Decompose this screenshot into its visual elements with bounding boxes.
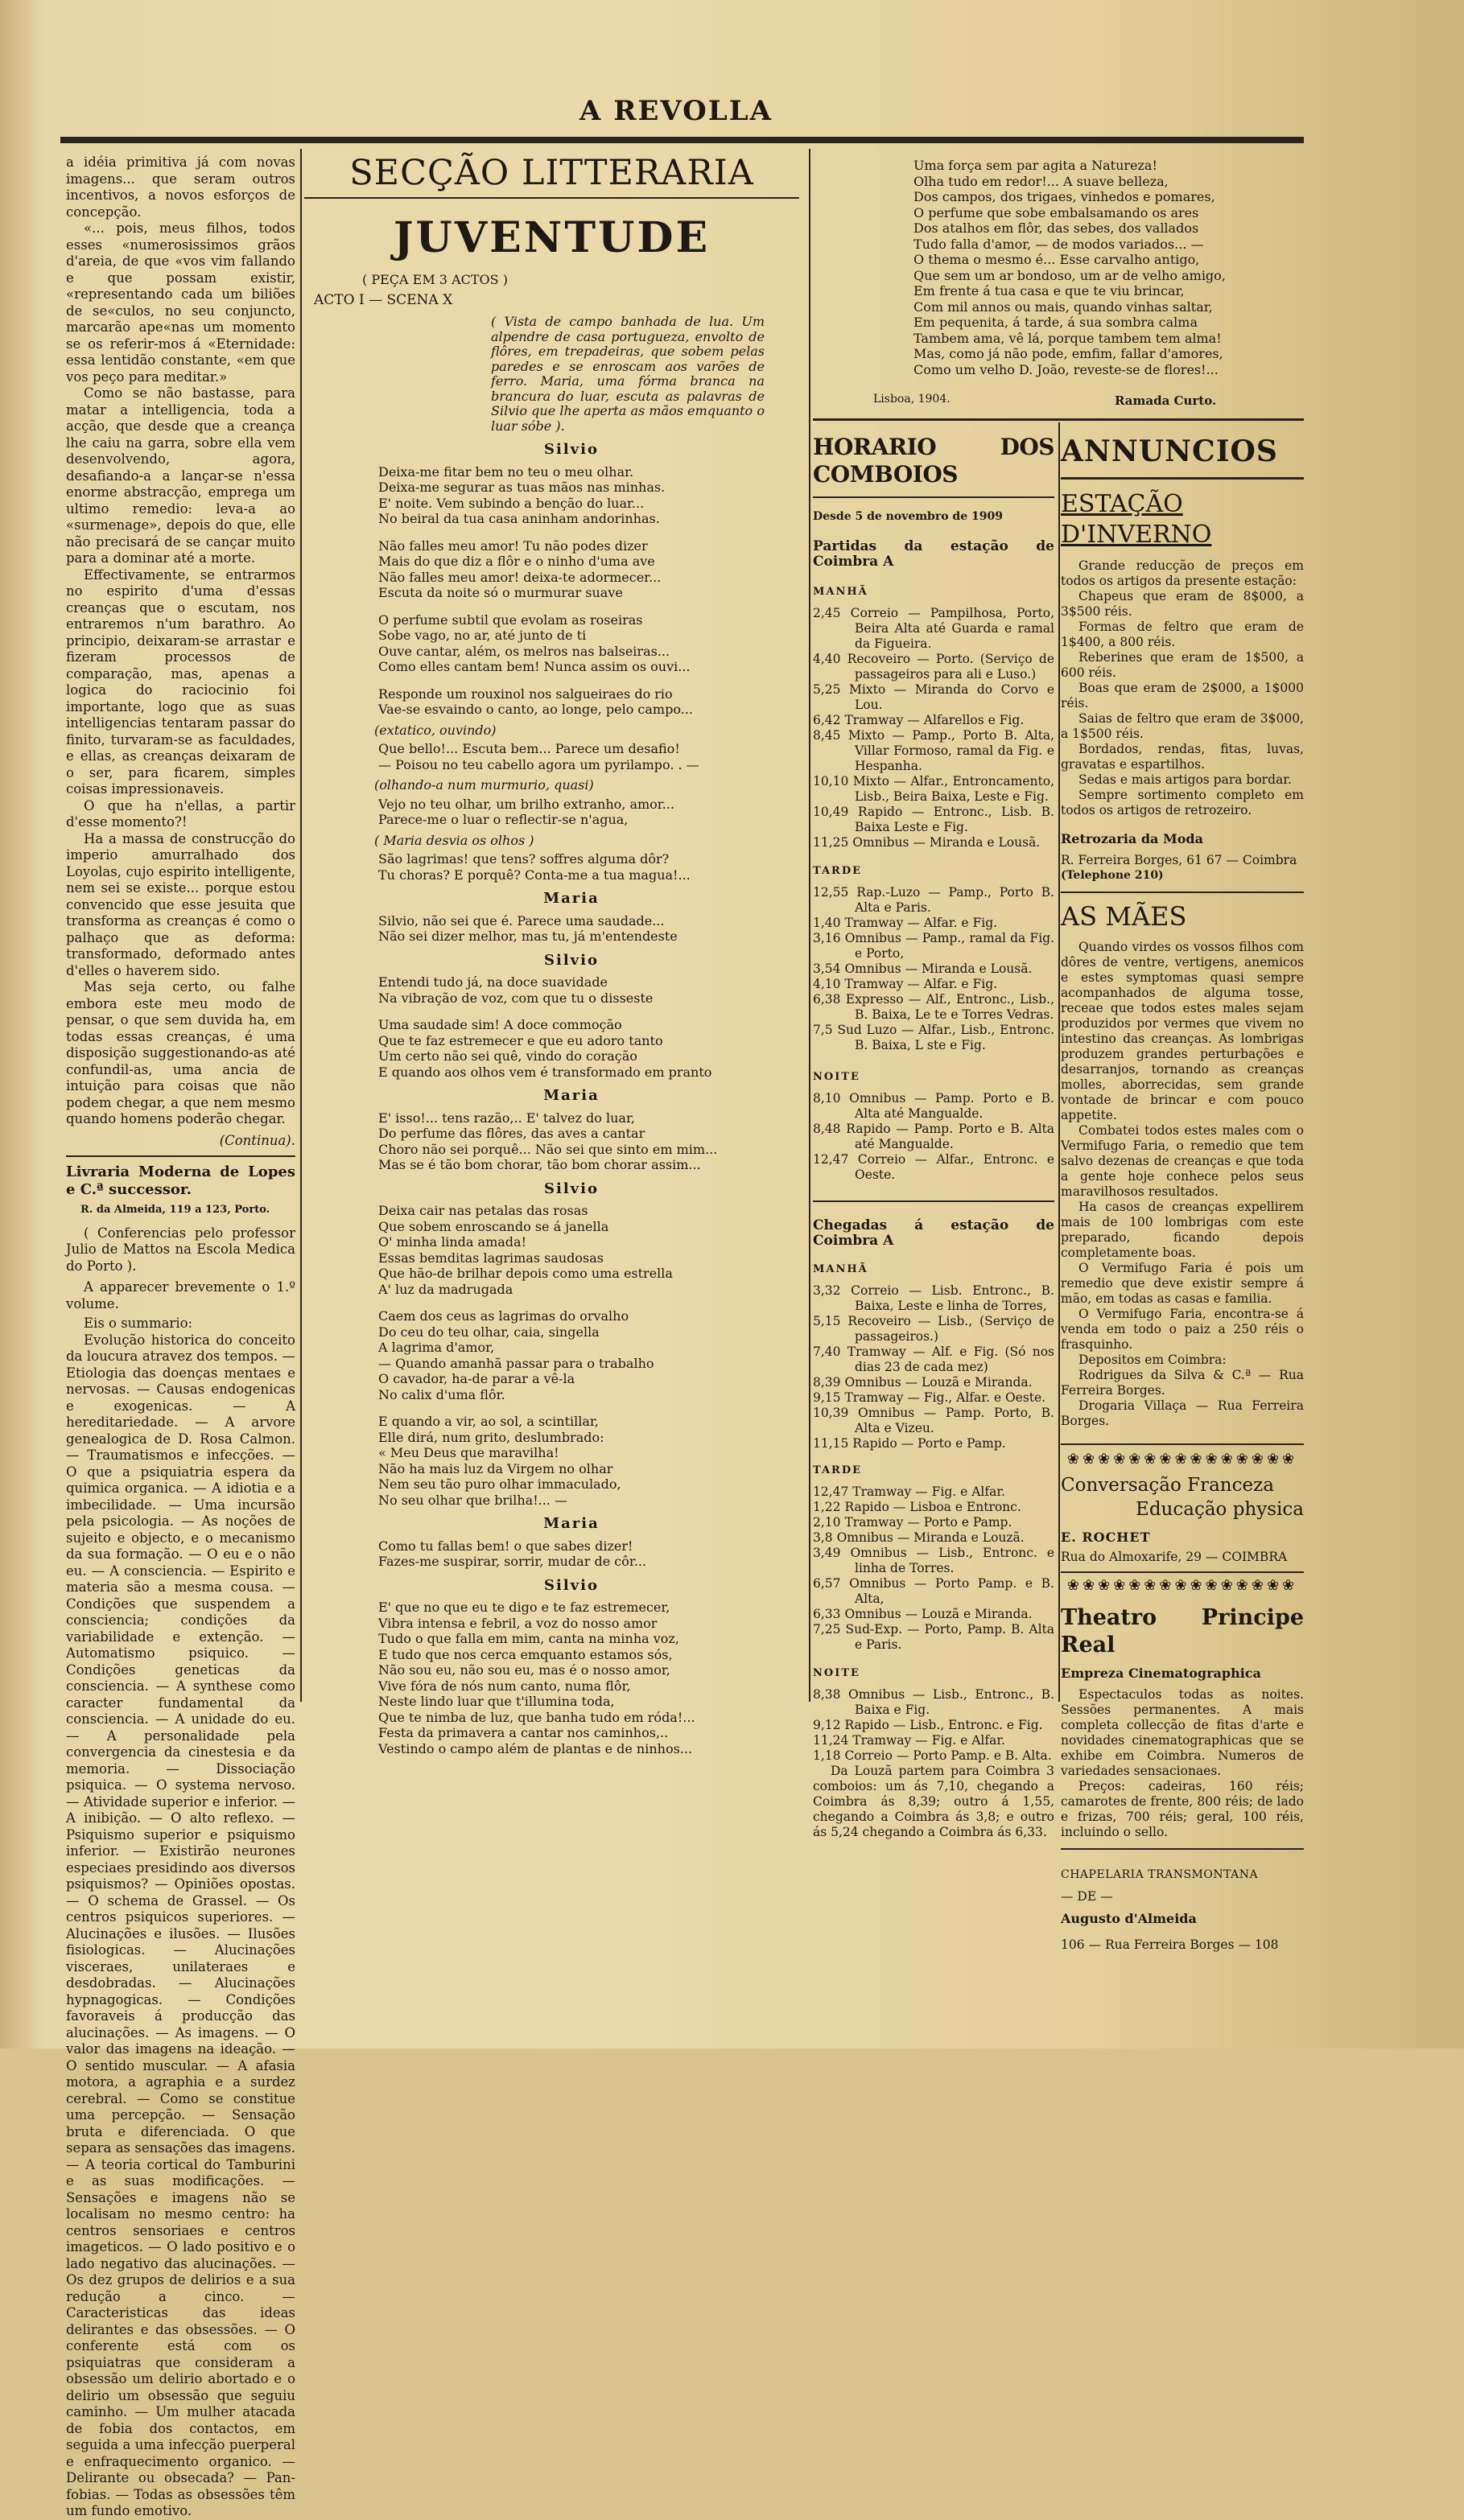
verse-block (378, 1538, 765, 1570)
verse-line: Vejo no teu olhar, um brilho extranho, amor... (378, 796, 674, 812)
verse-line: Entendi tudo já, na doce suavidade (378, 974, 608, 990)
verse-line: Que hão-de brilhar depois como uma estrella (378, 1266, 673, 1281)
verse-line: Tudo o que falla em mim, canta na minha voz, (378, 1631, 679, 1646)
verse-line: Dos atalhos em flôr, das sebes, dos vallados (913, 220, 1199, 236)
essay-paragraph: Como se não bastasse, para matar a intelligencia, toda a acção, que desde que a creança lhe caiu na garra, sobre ella vem desenvolvendo, agora, desafiando-a a lançar-se n'essa enorme abstracção, emprega um ultimo remedio: leva-a ao «surmenage», depois do que, elle não precisará de se cançar muito para a dominar até a morte. (66, 385, 295, 566)
verse-block (378, 1203, 765, 1508)
verse-line: Não sei dizer melhor, mas tu, já m'entendeste (378, 929, 678, 944)
timetable-entry: 5,25 Mixto — Miranda do Corvo e Lou. (813, 682, 1054, 712)
divider (813, 1200, 1054, 1202)
poem-author: Ramada Curto. (1115, 393, 1217, 408)
verse-block (378, 851, 765, 883)
verse-line: « Meu Deus que maravilha! (378, 1445, 559, 1460)
stanza-gap (378, 1006, 765, 1017)
verse-line: Deixa-me fitar bem no teu o meu olhar. (378, 463, 634, 480)
empresa: Empreza Cinematographica (1061, 1666, 1261, 1681)
verse-line: Mas se é tão bom chorar, tão bom chorar assim... (378, 1157, 701, 1172)
partidas-heading: Partidas da estação de Coimbra A (813, 538, 1054, 570)
timetable-entry: 5,15 Recoveiro — Lisb., (Serviço de passageiros.) (813, 1314, 1054, 1344)
timetable-list (813, 606, 1054, 850)
divider (66, 1155, 295, 1157)
verse-line: No seu olhar que brilha!... — (378, 1492, 567, 1508)
noite-heading: NOITE (813, 1667, 860, 1679)
ad-paragraph: Formas de feltro que eram de 1$400, a 800 réis. (1061, 620, 1304, 649)
ad-paragraph: Sedas e mais artigos para bordar. (1078, 772, 1292, 787)
verse-block (378, 741, 765, 772)
verse-line: Tu choras? E porquê? Conta-me a tua magua!... (378, 867, 691, 883)
ad-paragraph: Rodrigues da Silva & C.ª — Rua Ferreira Borges. (1061, 1368, 1304, 1398)
educacao: Educação physica (1136, 1499, 1304, 1520)
verse-line: Deixa-me segurar as tuas mãos nas minhas. (378, 480, 666, 495)
timetable-entry: 8,39 Omnibus — Louzã e Miranda. (813, 1375, 1033, 1390)
verse-line: Vae-se esvaindo o canto, ao longe, pelo campo... (378, 702, 693, 717)
ornament-border: ❀❀❀❀❀❀❀❀❀❀❀❀❀❀❀ (1066, 1451, 1298, 1468)
verse-line: São lagrimas! que tens? soffres alguma dôr? (378, 851, 670, 867)
summario-label: Eis o summario: (84, 1316, 193, 1331)
augusto-address: 106 — Rua Ferreira Borges — 108 (1061, 1937, 1279, 1952)
verse-line: No calix d'uma flôr. (378, 1386, 505, 1402)
section-title: SECÇÃO LITTERARIA (349, 153, 754, 193)
timetable-title: HORARIO DOS COMBOIOS (813, 434, 1054, 488)
verse-line: Elle dirá, num grito, deslumbrado: (378, 1429, 604, 1445)
timetable-list (813, 1484, 1054, 1653)
ornament-border: ❀❀❀❀❀❀❀❀❀❀❀❀❀❀❀ (1066, 1577, 1298, 1594)
timetable-entry: 3,54 Omnibus — Miranda e Lousã. (813, 961, 1033, 976)
newspaper-title: A REVOLLA (579, 95, 773, 127)
ad-paragraph: O Vermifugo Faria, encontra-se á venda em todo o paiz a 250 réis o frasquinho. (1061, 1307, 1304, 1352)
verse-line: A' luz da madrugada (378, 1281, 513, 1297)
stanza-gap (378, 1402, 765, 1414)
verse-line: O cavador, ha-de parar a vê-la (378, 1371, 575, 1386)
verse-line: Uma saudade sim! A doce commoção (378, 1017, 622, 1032)
verse-line: Tudo falla d'amor, — de modos variados... — (913, 236, 1204, 252)
manha-heading: MANHÃ (813, 1263, 868, 1275)
verse-line: No beiral da tua casa aninham andorinhas. (378, 511, 660, 526)
louza-note: Da Louzã partem para Coimbra 3 comboios: um ás 7,10, chegando a Coimbra ás 8,39; outro á 1,55, chegando a Coimbra ás 3,8; e outro ás 5,24 chegando a Coimbra ás 6,33. (813, 1764, 1054, 1839)
column-divider (1058, 422, 1060, 1702)
timetable-entry: 6,57 Omnibus — Porto Pamp. e B. Alta, (813, 1576, 1054, 1606)
theatro-title: Theatro Principe Real (1061, 1605, 1304, 1657)
play-subtitle: ( PEÇA EM 3 ACTOS ) (362, 272, 508, 287)
timetable-entry: 11,24 Tramway — Fig. e Alfar. (813, 1733, 1005, 1748)
divider (1061, 1443, 1304, 1445)
verse-line: Parece-me o luar o reflectir-se n'agua, (378, 812, 629, 827)
verse-line: Choro não sei porquê... Não sei que sinto em mim... (378, 1141, 718, 1157)
ad-paragraph: Combatei todos estes males com o Vermifugo Faria, o remedio que tem salvo dezenas de creanças e que toda a gente hoje conhece pelos seus maravilhosos resultados. (1061, 1123, 1304, 1199)
timetable-entry: 10,49 Rapido — Entronc., Lisb. B. Baixa Leste e Fig. (813, 805, 1054, 834)
verse-line: Que te nimba de luz, que banha tudo em róda!... (378, 1709, 695, 1725)
verse-line: Sobe vago, no ar, até junto de ti (378, 628, 587, 643)
estacao-body (1061, 558, 1304, 818)
speaker-maria: Maria (543, 1087, 600, 1104)
rochet-name: E. ROCHET (1061, 1530, 1151, 1545)
verse-line: Caem dos ceus as lagrimas do orvalho (378, 1308, 629, 1324)
verse-line: Na vibração de voz, com que tu o disseste (378, 990, 654, 1006)
verse-line: Do perfume das flôres, das aves a cantar (378, 1126, 645, 1141)
timetable-entry: 10,39 Omnibus — Pamp. Porto, B. Alta e Vizeu. (813, 1406, 1054, 1435)
essay-paragraph: Mas seja certo, ou falhe embora este meu modo de pensar, o que sem duvida ha, em todas essas creanças, é uma disposição suggestionando-as até confundil-as, uma ancia de intuição para coisas que não podem chegar, a que nem mesmo quando homens poderão chegar. (66, 979, 295, 1126)
chegadas-heading: Chegadas á estação de Coimbra A (813, 1217, 1054, 1249)
ad-paragraph: Quando virdes os vossos filhos com dôres de ventre, vertigens, anemicos e estes symptomas quasi sempre acompanhados de alguma tosse, receae que todos estes males sejam produzidos por vermes que vivem no intestino das creanças. As lombrigas produzem grandes perturbações e desarranjos, tornando as creanças molles, aborrecidas, sem grande vontade de brincar e com pouco appetite. (1061, 940, 1304, 1122)
section-rule (304, 197, 799, 199)
retrozaria-address: R. Ferreira Borges, 61 67 — Coimbra (1061, 853, 1297, 867)
timetable-list (813, 1687, 1054, 1764)
manha-heading: MANHÃ (813, 586, 868, 598)
timetable-entry: 1,22 Rapido — Lisboa e Entronc. (813, 1500, 1021, 1514)
column-divider (809, 149, 810, 1702)
ad-paragraph: Bordados, rendas, fitas, luvas, gravatas e espartilhos. (1061, 742, 1304, 772)
ad-paragraph: Sempre sortimento completo em todos os artigos de retrozeiro. (1061, 788, 1304, 817)
verse-line: Que sobem enroscando se á janella (378, 1218, 609, 1234)
verse-line: — Poisou no teu cabello agora um pyrilampo. . — (378, 756, 699, 772)
divider (1061, 891, 1304, 893)
column-play (314, 272, 765, 1756)
timetable-entry: 7,40 Tramway — Alf. e Fig. (Só nos dias 23 de cada mez) (813, 1344, 1054, 1374)
ad-paragraph: Drogaria Villaça — Rua Ferreira Borges. (1061, 1398, 1304, 1428)
verse-line: Ouve cantar, além, os melros nas balseiras... (378, 643, 670, 659)
verse-line: Neste lindo luar que t'illumina toda, (378, 1694, 615, 1709)
verse-line: Em pequenita, á tarde, á sua sombra calma (913, 315, 1198, 330)
telephone: (Telephone 210) (1061, 869, 1164, 882)
timetable-entry: 8,10 Omnibus — Pamp. Porto e B. Alta até Mangualde. (813, 1091, 1054, 1121)
verse-line: Como elles cantam bem! Nunca assim os ouvi... (378, 659, 691, 674)
estacao-title: ESTAÇÃO D'INVERNO (1061, 490, 1212, 549)
stage-direction: ( Vista de campo banhada de lua. Um alpendre de casa portugueza, envolto de flôres, em trepadeiras, que sobem pelas paredes e se enroscam aos varões de ferro. Maria, uma fórma branca na brancura do luar, escuta as palavras de Silvio que lhe aperta as mãos emquanto o luar sóbe ). (491, 314, 765, 434)
ad-paragraph: Reberines que eram de 1$500, a 600 réis. (1061, 650, 1304, 680)
timetable-entry: 4,40 Recoveiro — Porto. (Serviço de passageiros para ali e Luso.) (813, 652, 1054, 681)
livraria-title: Livraria Moderna de Lopes e C.ª successor. (66, 1163, 295, 1198)
timetable-entry: 4,10 Tramway — Alfar. e Fig. (813, 977, 998, 991)
verse-line: Deixa cair nas petalas das rosas (378, 1203, 588, 1218)
ad-paragraph: Ha casos de creanças expellirem mais de 100 lombrigas com este preparado, ficando depois completamente boas. (1061, 1200, 1304, 1260)
verse-line: E quando aos olhos vem é transformado em pranto (378, 1064, 712, 1080)
verse-line: Essas bemditas lagrimas saudosas (378, 1250, 604, 1266)
timetable-entry: 3,49 Omnibus — Lisb., Entronc. e linha de Torres. (813, 1546, 1054, 1575)
verse-line: Festa da primavera a cantar nos caminhos,.. (378, 1725, 669, 1740)
essay-paragraph: Effectivamente, se entrarmos no espirito d'uma d'essas creanças que o escutam, nos entraremos n'um barathro. Ao principio, deixaram-se arrastar e fizeram processos de comparação, mas, apenas a logica do raciocinio foi importante, logo que as suas intelligencias tentaram passar do finito, turvaram-se as faculdades, e ellas, as creanças deixaram de o ser, para ficarem, simples coisas impressionaveis. (66, 566, 295, 797)
column-annuncios (1061, 430, 1304, 1952)
verse-line: Vibra intensa e febril, a voz do nosso amor (378, 1615, 658, 1631)
ad-paragraph: Depositos em Coimbra: (1078, 1353, 1227, 1367)
verse-line: Uma força sem par agita a Natureza! (913, 158, 1157, 173)
stanza-gap (378, 527, 765, 538)
speaker-maria: Maria (543, 1515, 600, 1532)
timetable-entry: 9,15 Tramway — Fig., Alfar. e Oeste. (813, 1390, 1046, 1405)
essay-paragraph: O que ha n'ellas, a partir d'esse momento?! (66, 797, 295, 830)
verse-block (378, 913, 765, 945)
conferencias-note: ( Conferencias pelo professor Julio de Mattos na Escola Medica do Porto ). (66, 1225, 295, 1274)
timetable-entry: 8,45 Mixto — Pamp., Porto B. Alta, Villar Formoso, ramal da Fig. e Hespanha. (813, 728, 1054, 773)
verse-line: E quando a vir, ao sol, a scintillar, (378, 1414, 599, 1429)
timetable-entry: 1,18 Correio — Porto Pamp. e B. Alta. (813, 1748, 1052, 1763)
verse-line: Escuta da noite só o murmurar suave (378, 585, 623, 600)
theatro-prices: Preços: cadeiras, 160 réis; camarotes de frente, 800 réis; de lado e frizas, 700 réis; geral, 100 réis, incluindo o sello. (1061, 1779, 1304, 1839)
verse-block (378, 797, 765, 828)
stage-direction: (olhando-a num murmurio, quasi) (374, 777, 594, 793)
verse-block (378, 1110, 765, 1173)
verse-line: Que sem um ar bondoso, um ar de velho amigo, (913, 267, 1226, 283)
timetable-since: Desde 5 de novembro de 1909 (813, 510, 1003, 523)
summario-text: Evolução historica do conceito da loucura atravez dos tempos. — Etiologia das doenças mentaes e nervosas. — Causas endogenicas e exogenicas. — A hereditariedade. — A arvore genealogica de D. Rosa Calmon. — Traumatismos e infecções. — O que a psiquiatria espera da quimica organica. — A idiotia e a imbecilidade. — Uma incursão pela psicologia. — As noções de sujeito e objecto, e o mecanismo da sua formação. — O eu e o não eu. — A consciencia. — Espirito e materia são a mesma cousa. — Condições que suspendem a consciencia; condições da variabilidade e extenção. — Automatismo psiquico. — Condições geneticas da consciencia. — A synthese como caracter fundamental da consciencia. — A unidade do eu. — A personalidade pela convergencia da cinestesia e da memoria. — Dissociação psiquica. — O systema nervoso. — Atividade superior e inferior. — A inibição. — O alto reflexo. — Psiquismo superior e psiquismo inferior. — Existirão neurones especiaes presidindo aos diversos psiquismos? — Opiniões opostas. — O schema de Grassel. — Os centros psiquicos superiores. — Alucinações e ilusões. — Ilusões fisiologicas. — Alucinações visceraes, unilateraes e desdobradas. — Alucinações hypnagogicas. — Condições favoraveis á producção das alucinações. — As imagens. — O valor das imagens na ideação. — O sentido muscular. — A afasia motora, a agraphia e a surdez cerebral. — Como se constitue uma percepção. — Sensação bruta e diferenciada. O que separa as sensações das imagens. — A teoria cortical do Tamburini e as suas modificações. — Sensações e imagens não se localisam no mesmo centro: ha centros sensoriaes e centros imageticos. — O lado positivo e o lado negativo das alucinações. — Os dez grupos de delirios e a sua redução a cinco. — Caracteristicas das ideas delirantes e das obsessões. — O conferente está com os psiquiatras que consideram a obsessão um delirio abortado e o delirio um obsessão que seguiu caminho. — Um mulher atacada de fobia dos contactos, em seguida a uma infecção puerperal e enfraquecimento organico. — Delirante ou obsecada? — Pan-fobias. — Todas as obsessões têm um fundo emotivo. (66, 1332, 295, 2518)
verse-line: Com mil annos ou mais, quando vinhas saltar, (913, 299, 1213, 315)
verse-line: Que bello!... Escuta bem... Parece um desafio! (378, 741, 680, 756)
verse-line: — Quando amanhã passar para o trabalho (378, 1355, 654, 1371)
verse-block (378, 1600, 765, 1756)
verse-block (913, 158, 1308, 377)
stanza-gap (378, 1297, 765, 1308)
column-poem-continuation (873, 158, 1308, 415)
timetable-entry: 6,33 Omnibus — Louzã e Miranda. (813, 1607, 1033, 1621)
verse-line: Fazes-me suspirar, sorrir, mudar de côr... (378, 1554, 646, 1569)
verse-line: E' noite. Vem subindo a benção do luar... (378, 495, 645, 511)
verse-line: Não falles meu amor! Tu não podes dizer (378, 537, 648, 554)
verse-line: Um certo não sei quê, vindo do coração (378, 1048, 637, 1064)
tarde-heading: TARDE (813, 1464, 863, 1476)
stanza-gap (378, 675, 765, 686)
speaker-silvio: Silvio (544, 1180, 599, 1197)
verse-line: O thema o mesmo é... Esse carvalho antigo, (913, 252, 1200, 267)
divider (1061, 1571, 1304, 1573)
divider (1061, 477, 1304, 480)
verse-line: Como um velho D. João, reveste-se de flores!... (913, 361, 1219, 377)
verse-line: Não falles meu amor! deixa-te adormecer... (378, 569, 662, 585)
maes-body (1061, 940, 1304, 1429)
ad-paragraph: Boas que eram de 2$000, a 1$000 réis. (1061, 681, 1304, 710)
stage-direction: ( Maria desvia os olhos ) (374, 832, 534, 848)
verse-line: O perfume subtil que evolam as roseiras (378, 611, 643, 628)
verse-line: Vive fóra de nós num canto, numa flôr, (378, 1678, 631, 1694)
column-essay (66, 154, 295, 2518)
divider (813, 496, 1054, 498)
verse-block (378, 974, 765, 1080)
poem-place: Lisboa, 1904. (873, 393, 951, 406)
timetable-entry: 10,10 Mixto — Alfar., Entroncamento, Lisb., Beira Baixa, Leste e Fig. (813, 774, 1054, 804)
verse-line: Olha tudo em redor!... A suave belleza, (913, 173, 1169, 189)
ad-paragraph: Chapeus que eram de 8$000, a 3$500 réis. (1061, 589, 1304, 619)
theatro-body: Espectaculos todas as noites. Sessões permanentes. A mais completa collecção de fitas d'arte e novidades cinematographicas que se exhibe em Coimbra. Numeros de variedades sensacionaes. (1061, 1687, 1304, 1778)
verse-block (378, 464, 765, 718)
verse-line: A lagrima d'amor, (378, 1340, 495, 1355)
speaker-silvio: Silvio (544, 1576, 599, 1594)
rochet-address: Rua do Almoxarife, 29 — COIMBRA (1061, 1550, 1288, 1564)
essay-paragraph: Ha a massa de construcção do imperio amurralhado dos Loyolas, cujo espirito intelligente, nem sei se existe... porque estou convencido que esse jesuita que transforma as creanças é como o palhaço que as deforma: transformado, deformado antes d'elles o haverem sido. (66, 830, 295, 978)
verse-line: Não ha mais luz da Virgem no olhar (378, 1460, 613, 1476)
chapelaria-de: — DE — (1061, 1889, 1113, 1904)
verse-line: E tudo que nos cerca emquanto estamos sós, (378, 1646, 673, 1662)
timetable-entry: 3,16 Omnibus — Pamp., ramal da Fig. e Porto, (813, 931, 1054, 961)
ad-paragraph: Grande reducção de preços em todos os artigos da presente estação: (1061, 558, 1304, 588)
timetable-entry: 11,25 Omnibus — Miranda e Lousã. (813, 835, 1041, 850)
verse-line: Silvio, não sei que é. Parece uma saudade... (378, 912, 665, 929)
timetable-entry: 8,48 Rapido — Pamp. Porto e B. Alta até Mangualde. (813, 1122, 1054, 1151)
noite-heading: NOITE (813, 1071, 860, 1083)
annuncios-title: ANNUNCIOS (1061, 434, 1278, 468)
retrozaria-name: Retrozaria da Moda (1061, 831, 1203, 846)
verse-line: Não sou eu, não sou eu, mas é o nosso amor, (378, 1662, 670, 1678)
verse-line: Do ceu do teu olhar, caia, singella (378, 1324, 600, 1340)
essay-paragraph: a idéia primitiva já com novas imagens... que seram outros incentivos, a novos esforços de concepção. (66, 154, 295, 220)
timetable-entry: 7,25 Sud-Exp. — Porto, Pamp. B. Alta e Paris. (813, 1622, 1054, 1652)
verse-line: E' isso!... tens razão,.. E' talvez do luar, (378, 1110, 635, 1126)
verse-line: E' que no que eu te digo e te faz estremecer, (378, 1600, 670, 1615)
conversacao: Conversação Franceza (1061, 1475, 1274, 1496)
timetable-entry: 12,47 Correio — Alfar., Entronc. e Oeste. (813, 1152, 1054, 1182)
verse-line: Responde um rouxinol nos salgueiraes do rio (378, 686, 673, 702)
timetable-entry: 12,47 Tramway — Fig. e Alfar. (813, 1484, 1005, 1499)
divider (1061, 1848, 1304, 1850)
verse-line: O perfume que sobe embalsamando os ares (913, 204, 1199, 220)
play-title: JUVENTUDE (393, 213, 711, 262)
ad-paragraph: O Vermifugo Faria é pois um remedio que deve existir sempre á mão, em todas as casas e familia. (1061, 1261, 1304, 1306)
timetable-entry: 3,32 Correio — Lisb. Entronc., B. Baixa, Leste e linha de Torres, (813, 1283, 1054, 1313)
continua-note: (Continua). (219, 1132, 295, 1148)
timetable-entry: 1,40 Tramway — Alfar. e Fig. (813, 916, 998, 930)
verse-line: Tambem ama, vê lá, porque tambem tem alma! (913, 330, 1222, 346)
act-scene: ACTO I — SCENA X (314, 291, 453, 308)
timetable-entry: 8,38 Omnibus — Lisb., Entronc., B. Baixa e Fig. (813, 1687, 1054, 1717)
timetable-entry: 3,8 Omnibus — Miranda e Louzã. (813, 1530, 1025, 1545)
timetable-entry: 7,5 Sud Luzo — Alfar., Lisb., Entronc. B. Baixa, L ste e Fig. (813, 1023, 1054, 1052)
verse-line: Mas, como já não pode, emfim, fallar d'amores, (913, 346, 1223, 361)
section-rule (813, 418, 1304, 421)
verse-line: Que te faz estremecer e que eu adoro tanto (378, 1032, 663, 1048)
tarde-heading: TARDE (813, 865, 863, 877)
essay-paragraph: «... pois, meus filhos, todos esses «numerosissimos grãos d'areia, de que «vos vim fallando e que possam existir, «representando cada um biliões de se«culos, no seu conjuncto, marcarão ape«nas um momento se os referir-mos á «Eternidade: essa lentidão constante, «em que vos peço para meditar.» (66, 220, 295, 385)
stanza-gap (378, 601, 765, 612)
verse-line: Em frente á tua casa e que te viu brincar, (913, 283, 1185, 299)
augusto-name: Augusto d'Almeida (1061, 1911, 1197, 1926)
timetable-entry: 11,15 Rapido — Porto e Pamp. (813, 1436, 1006, 1451)
timetable-entry: 6,38 Expresso — Alf., Entronc., Lisb., B. Baixa, Le te e Torres Vedras. (813, 992, 1054, 1022)
chapelaria-name: CHAPELARIA TRANSMONTANA (1061, 1868, 1259, 1881)
timetable-list (813, 885, 1054, 1053)
verse-line: Mais do que diz a flôr e o ninho d'uma ave (378, 554, 655, 569)
livraria-address: R. da Almeida, 119 a 123, Porto. (80, 1204, 270, 1216)
maes-title: AS MÃES (1061, 901, 1187, 932)
timetable-entry: 6,42 Tramway — Alfarellos e Fig. (813, 713, 1025, 727)
speaker-silvio: Silvio (544, 951, 599, 969)
ad-paragraph: Saias de feltro que eram de 3$000, a 1$500 réis. (1061, 711, 1304, 741)
verse-line: O' minha linda amada! (378, 1234, 526, 1250)
header-rule (60, 137, 1304, 143)
stage-direction: (extatico, ouvindo) (374, 722, 497, 738)
speaker-silvio: Silvio (544, 441, 599, 458)
verse-line: Dos campos, dos trigaes, vinhedos e pomares, (913, 189, 1215, 204)
timetable-entry: 2,45 Correio — Pampilhosa, Porto, Beira Alta até Guarda e ramal da Figueira. (813, 606, 1054, 651)
timetable-list (813, 1091, 1054, 1183)
verse-line: Vestindo o campo além de plantas e de ninhos... (378, 1740, 693, 1756)
apparecer-note: A apparecer brevemente o 1.º volume. (66, 1279, 295, 1311)
verse-line: Nem seu tão puro olhar immaculado, (378, 1476, 621, 1492)
timetable-entry: 9,12 Rapido — Lisb., Entronc. e Fig. (813, 1718, 1043, 1732)
speaker-maria: Maria (543, 890, 600, 907)
timetable-entry: 12,55 Rap.-Luzo — Pamp., Porto B. Alta e Paris. (813, 885, 1054, 915)
column-timetable (813, 430, 1054, 1839)
timetable-list (813, 1283, 1054, 1451)
column-divider (300, 149, 302, 1702)
timetable-entry: 2,10 Tramway — Porto e Pamp. (813, 1515, 1012, 1530)
verse-line: Como tu fallas bem! o que sabes dizer! (378, 1538, 633, 1554)
